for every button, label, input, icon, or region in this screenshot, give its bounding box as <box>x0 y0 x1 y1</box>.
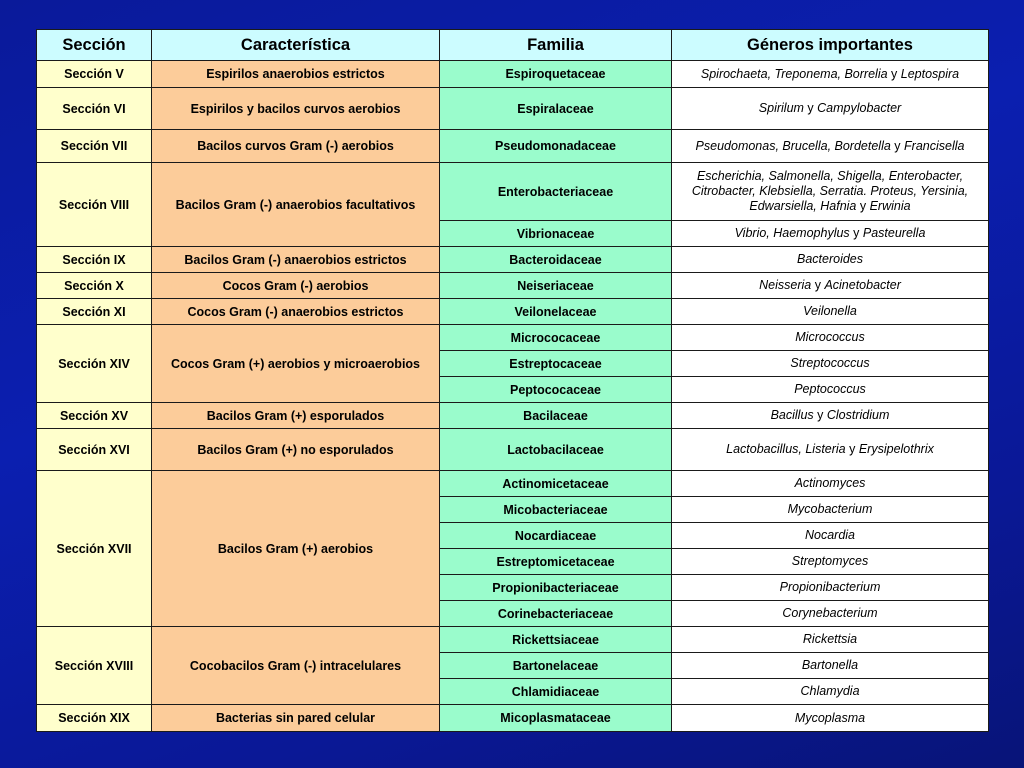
familia-cell: Pseudomonadaceae <box>440 130 672 163</box>
genero-text: Vibrio, Haemophylus <box>734 226 850 240</box>
caracteristica-cell: Bacterias sin pared celular <box>152 705 440 732</box>
genero-text: Pseudomonas, Brucella, Bordetella <box>695 138 891 153</box>
genero-text: Bacillus <box>770 408 814 422</box>
header-caracteristica: Característica <box>152 30 440 61</box>
familia-cell: Micrococaceae <box>440 325 672 351</box>
generos-cell <box>672 61 989 88</box>
table-row <box>37 247 989 273</box>
generos-cell <box>672 679 989 705</box>
seccion-cell: Sección V <box>37 61 152 88</box>
familia-cell: Estreptocaceae <box>440 351 672 377</box>
genero-text: Nocardia <box>804 528 856 542</box>
genero-text: Actinomyces <box>794 476 866 490</box>
conjunction-text: y <box>890 138 905 153</box>
familia-cell: Bartonelaceae <box>440 653 672 679</box>
seccion-cell: Sección XV <box>37 403 152 429</box>
genero-text: Bartonella <box>801 658 859 672</box>
table-row <box>37 299 989 325</box>
table-row <box>37 163 989 221</box>
familia-cell: Enterobacteriaceae <box>440 163 672 221</box>
familia-cell: Bacteroidaceae <box>440 247 672 273</box>
familia-cell: Lactobacilaceae <box>440 429 672 471</box>
genero-text: Veilonella <box>803 304 857 318</box>
table-row <box>37 325 989 351</box>
genero-text: Micrococcus <box>795 330 865 344</box>
table-row <box>37 705 989 732</box>
genero-text: Spirilum <box>758 101 804 115</box>
genero-text: Pasteurella <box>862 226 926 240</box>
caracteristica-cell: Bacilos curvos Gram (-) aerobios <box>152 130 440 163</box>
generos-cell <box>672 403 989 429</box>
genero-text: Streptococcus <box>790 356 870 370</box>
generos-cell <box>672 351 989 377</box>
caracteristica-cell: Cocos Gram (-) aerobios <box>152 273 440 299</box>
caracteristica-cell: Espirilos y bacilos curvos aerobios <box>152 88 440 130</box>
genero-text: Acinetobacter <box>824 278 901 292</box>
header-seccion: Sección <box>37 30 152 61</box>
caracteristica-cell: Cocobacilos Gram (-) intracelulares <box>152 627 440 705</box>
generos-cell <box>672 325 989 351</box>
familia-cell: Propionibacteriaceae <box>440 575 672 601</box>
table-row <box>37 61 989 88</box>
familia-cell: Rickettsiaceae <box>440 627 672 653</box>
generos-cell <box>672 88 989 130</box>
table-row <box>37 471 989 497</box>
generos-cell <box>672 247 989 273</box>
caracteristica-cell: Bacilos Gram (-) anaerobios facultativos <box>152 163 440 247</box>
table-row <box>37 403 989 429</box>
genero-text: Francisella <box>904 138 965 153</box>
generos-cell <box>672 601 989 627</box>
generos-cell <box>672 627 989 653</box>
conjunction-text: y <box>803 101 818 115</box>
genero-text: Rickettsia <box>802 632 858 646</box>
familia-cell: Corinebacteriaceae <box>440 601 672 627</box>
genero-text: Escherichia, Salmonella, Shigella, Enterobacter, Citrobacter, Klebsiella, Serratia. Proteus, Yersinia, Edwarsiella, Hafnia <box>691 169 969 213</box>
seccion-cell: Sección VIII <box>37 163 152 247</box>
seccion-cell: Sección XVIII <box>37 627 152 705</box>
generos-cell <box>672 299 989 325</box>
genero-text: Clostridium <box>826 408 890 422</box>
familia-cell: Micoplasmataceae <box>440 705 672 732</box>
genero-text: Corynebacterium <box>782 606 878 620</box>
generos-cell <box>672 429 989 471</box>
header-familia: Familia <box>440 30 672 61</box>
slide <box>36 29 989 732</box>
generos-cell <box>672 273 989 299</box>
genero-text: Peptococcus <box>794 382 866 396</box>
generos-cell <box>672 471 989 497</box>
conjunction-text: y <box>811 278 825 292</box>
generos-cell <box>672 575 989 601</box>
table-row <box>37 88 989 130</box>
generos-cell <box>672 653 989 679</box>
table-row <box>37 627 989 653</box>
generos-cell <box>672 549 989 575</box>
table-row <box>37 130 989 163</box>
table-row <box>37 273 989 299</box>
table-row <box>37 429 989 471</box>
table-body <box>37 61 989 732</box>
familia-cell: Estreptomicetaceae <box>440 549 672 575</box>
familia-cell: Micobacteriaceae <box>440 497 672 523</box>
conjunction-text: y <box>845 442 859 456</box>
header-row <box>37 30 989 61</box>
conjunction-text: y <box>813 408 827 422</box>
generos-cell <box>672 221 989 247</box>
genero-text: Spirochaeta, Treponema, Borrelia <box>700 66 888 81</box>
seccion-cell: Sección X <box>37 273 152 299</box>
caracteristica-cell: Cocos Gram (+) aerobios y microaerobios <box>152 325 440 403</box>
generos-cell <box>672 705 989 732</box>
genero-text: Streptomyces <box>791 554 869 568</box>
familia-cell: Chlamidiaceae <box>440 679 672 705</box>
generos-cell <box>672 523 989 549</box>
seccion-cell: Sección IX <box>37 247 152 273</box>
familia-cell: Neiseriaceae <box>440 273 672 299</box>
caracteristica-cell: Bacilos Gram (+) no esporulados <box>152 429 440 471</box>
generos-cell <box>672 377 989 403</box>
seccion-cell: Sección VII <box>37 130 152 163</box>
header-generos: Géneros importantes <box>672 30 989 61</box>
genero-text: Erysipelothrix <box>858 442 934 456</box>
genero-text: Leptospira <box>900 66 960 81</box>
seccion-cell: Sección VI <box>37 88 152 130</box>
genero-text: Chlamydia <box>800 684 860 698</box>
conjunction-text: y <box>856 199 870 213</box>
familia-cell: Peptococaceae <box>440 377 672 403</box>
seccion-cell: Sección XVII <box>37 471 152 627</box>
genero-text: Campylobacter <box>817 101 902 115</box>
caracteristica-cell: Bacilos Gram (-) anaerobios estrictos <box>152 247 440 273</box>
familia-cell: Bacilaceae <box>440 403 672 429</box>
seccion-cell: Sección XVI <box>37 429 152 471</box>
caracteristica-cell: Bacilos Gram (+) esporulados <box>152 403 440 429</box>
familia-cell: Vibrionaceae <box>440 221 672 247</box>
genero-text: Erwinia <box>869 199 911 213</box>
generos-cell <box>672 163 989 221</box>
conjunction-text: y <box>887 66 901 81</box>
familia-cell: Veilonelaceae <box>440 299 672 325</box>
familia-cell: Actinomicetaceae <box>440 471 672 497</box>
seccion-cell: Sección XIV <box>37 325 152 403</box>
caracteristica-cell: Bacilos Gram (+) aerobios <box>152 471 440 627</box>
seccion-cell: Sección XI <box>37 299 152 325</box>
caracteristica-cell: Espirilos anaerobios estrictos <box>152 61 440 88</box>
familia-cell: Espiralaceae <box>440 88 672 130</box>
genero-text: Propionibacterium <box>779 580 881 594</box>
caracteristica-cell: Cocos Gram (-) anaerobios estrictos <box>152 299 440 325</box>
genero-text: Lactobacillus, Listeria <box>726 442 846 456</box>
genero-text: Mycoplasma <box>794 710 866 725</box>
generos-cell <box>672 130 989 163</box>
bacteria-classification-table <box>36 29 989 732</box>
conjunction-text: y <box>849 226 863 240</box>
genero-text: Bacteroides <box>796 252 863 266</box>
familia-cell: Nocardiaceae <box>440 523 672 549</box>
genero-text: Mycobacterium <box>787 502 873 516</box>
generos-cell <box>672 497 989 523</box>
genero-text: Neisseria <box>759 278 812 292</box>
familia-cell: Espiroquetaceae <box>440 61 672 88</box>
seccion-cell: Sección XIX <box>37 705 152 732</box>
